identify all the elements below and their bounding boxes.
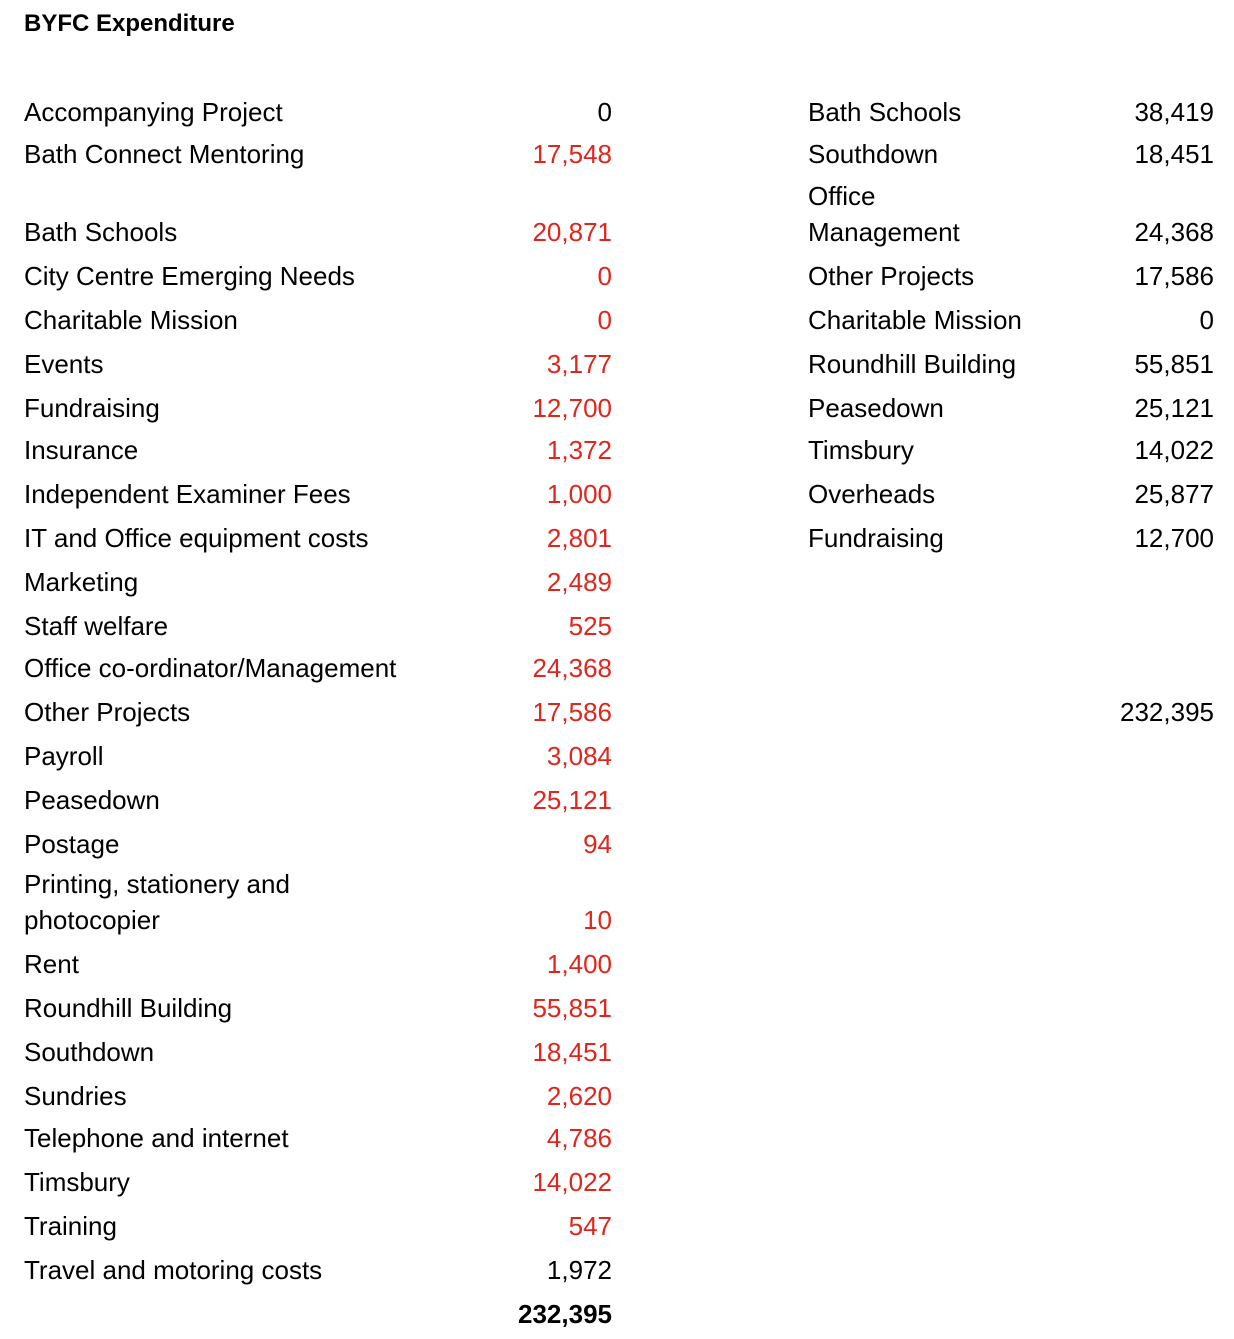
page-title: BYFC Expenditure (24, 10, 235, 37)
row-value: 0 (1199, 305, 1214, 335)
row-label: Fundraising (808, 523, 944, 553)
row-label: Peasedown (808, 393, 944, 423)
row-value: 2,801 (546, 523, 612, 553)
row-value: 24,368 (1134, 217, 1214, 247)
row-label-line: photocopier (24, 905, 160, 935)
row-value: 17,586 (1134, 261, 1214, 291)
row-label: Training (24, 1211, 117, 1241)
row-value: 2,489 (546, 567, 612, 597)
row-label: Independent Examiner Fees (24, 479, 351, 509)
row-value: 0 (597, 261, 612, 291)
row-label: Peasedown (24, 785, 160, 815)
row-label-line: Management (808, 217, 960, 247)
row-label: City Centre Emerging Needs (24, 261, 355, 291)
row-value: 1,972 (546, 1255, 612, 1285)
row-label: Fundraising (24, 393, 160, 423)
row-value: 12,700 (532, 393, 612, 423)
row-label (808, 178, 960, 250)
row-value: 2,620 (546, 1081, 612, 1111)
row-value: 14,022 (1134, 435, 1214, 465)
row-value: 38,419 (1134, 97, 1214, 127)
row-label: Charitable Mission (24, 305, 238, 335)
row-value: 25,121 (532, 785, 612, 815)
row-label: Southdown (24, 1037, 155, 1067)
row-label: Charitable Mission (808, 305, 1022, 335)
row-value: 1,372 (546, 435, 612, 465)
row-label: Timsbury (808, 435, 914, 465)
row-value: 12,700 (1134, 523, 1214, 553)
row-label: Southdown (808, 139, 939, 169)
row-value: 14,022 (532, 1167, 612, 1197)
row-label: Telephone and internet (24, 1123, 289, 1153)
row-value: 547 (568, 1211, 612, 1241)
row-value: 1,000 (546, 479, 612, 509)
row-value: 10 (583, 905, 612, 935)
row-label: Rent (24, 949, 79, 979)
row-label: Other Projects (808, 261, 975, 291)
row-value: 0 (597, 97, 612, 127)
row-label: Office co-ordinator/Management (24, 653, 397, 683)
row-label: Staff welfare (24, 611, 169, 641)
row-value: 17,548 (532, 139, 612, 169)
row-value: 18,451 (532, 1037, 612, 1067)
row-value: 3,177 (546, 349, 612, 379)
row-value: 25,121 (1134, 393, 1214, 423)
row-value: 3,084 (546, 741, 612, 771)
row-label: Bath Schools (808, 97, 962, 127)
row-value: 0 (597, 305, 612, 335)
row-value: 25,877 (1134, 479, 1214, 509)
row-value: 94 (583, 829, 612, 859)
row-label: Roundhill Building (24, 993, 233, 1023)
right-total-row (800, 694, 1220, 730)
row-label: Postage (24, 829, 120, 859)
row-value: 17,586 (532, 697, 612, 727)
row-label: Accompanying Project (24, 97, 283, 127)
row-label: Bath Schools (24, 217, 178, 247)
row-value: 18,451 (1134, 139, 1214, 169)
row-value: 24,368 (532, 653, 612, 683)
row-label: Insurance (24, 435, 139, 465)
row-label: Overheads (808, 479, 936, 509)
row-label: Payroll (24, 741, 104, 771)
row-label: Bath Connect Mentoring (24, 139, 305, 169)
row-label: Timsbury (24, 1167, 130, 1197)
left-total-row (0, 1296, 620, 1332)
row-value: 4,786 (546, 1123, 612, 1153)
row-label-line: Office (808, 181, 876, 211)
row-label: Other Projects (24, 697, 191, 727)
right-total-value: 232,395 (1120, 697, 1214, 727)
row-label-line: Printing, stationery and (24, 869, 290, 899)
row-value: 55,851 (1134, 349, 1214, 379)
row-value: 55,851 (532, 993, 612, 1023)
row-label: Events (24, 349, 104, 379)
row-label: Sundries (24, 1081, 127, 1111)
row-label: Marketing (24, 567, 139, 597)
row-label (24, 866, 290, 938)
row-value: 20,871 (532, 217, 612, 247)
row-label: IT and Office equipment costs (24, 523, 369, 553)
left-total-value: 232,395 (518, 1299, 612, 1329)
row-label: Roundhill Building (808, 349, 1017, 379)
row-value: 525 (568, 611, 612, 641)
row-label: Travel and motoring costs (24, 1255, 323, 1285)
row-value: 1,400 (546, 949, 612, 979)
